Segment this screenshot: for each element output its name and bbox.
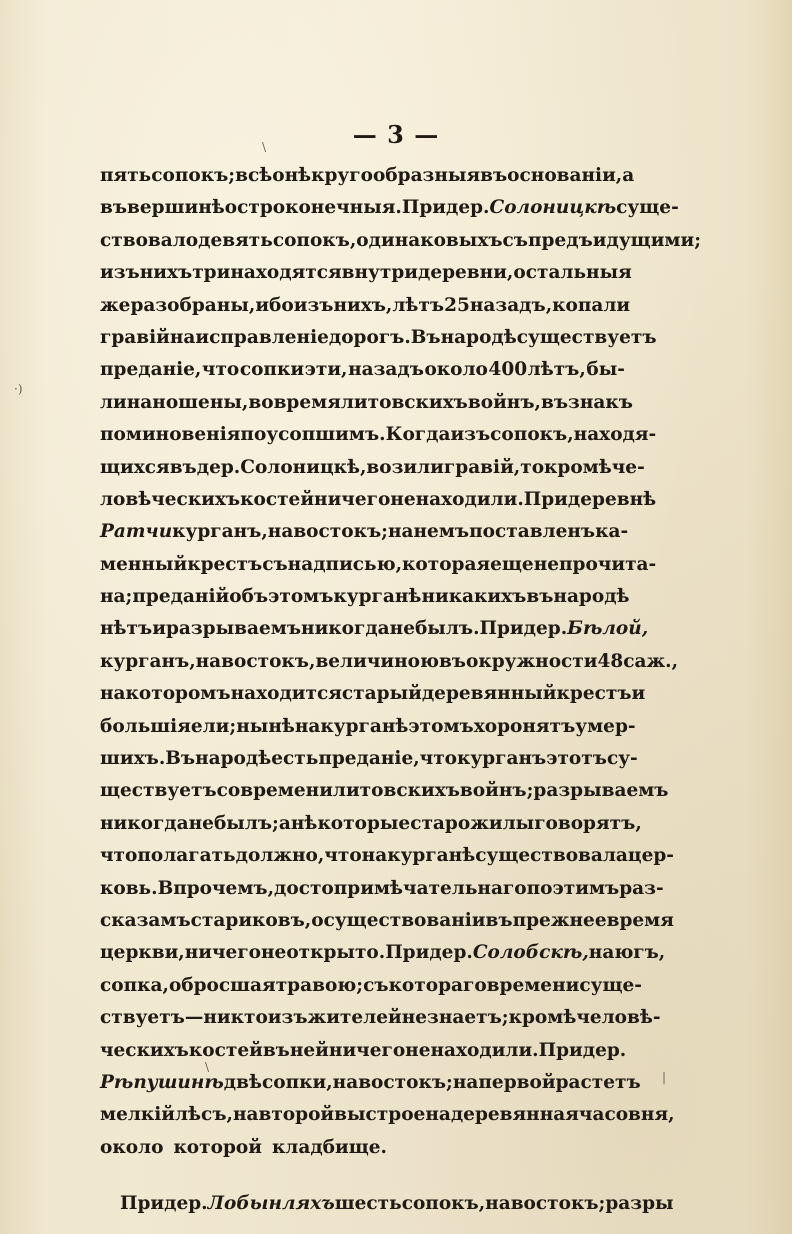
word: по [526, 877, 553, 899]
word: этимъ [552, 877, 620, 899]
word: крестъ [556, 683, 632, 705]
word: на [100, 683, 126, 705]
word: немъ [413, 521, 470, 543]
word: на [332, 1071, 359, 1093]
word: на [452, 1071, 479, 1093]
text-line [100, 387, 633, 419]
word: времени [486, 974, 580, 996]
word: полагать [137, 845, 236, 867]
word: преданіе, [100, 359, 202, 381]
word: предъидущими; [528, 229, 702, 251]
word: разры [605, 1193, 674, 1215]
word: въ [485, 909, 513, 931]
word: ческихъ [100, 1039, 189, 1061]
text-line [100, 1035, 625, 1067]
word: онѣ [272, 165, 312, 186]
word: разрываемъ [533, 780, 669, 802]
word: исправленіе [195, 326, 329, 348]
word: поставленъ [469, 521, 596, 543]
word: остроконечныя. [224, 197, 402, 219]
word: наношены, [126, 391, 249, 413]
text-line [100, 808, 642, 840]
text-line [100, 970, 642, 1002]
word: нихъ, [333, 294, 393, 316]
text-line [100, 1067, 641, 1099]
text-line [100, 225, 702, 257]
word: востокъ; [293, 521, 388, 543]
word: три [192, 262, 231, 284]
word: шихъ. [100, 748, 166, 770]
word: возили [366, 456, 444, 478]
word: шесть [334, 1193, 402, 1215]
word: Бѣлой, [567, 618, 649, 640]
word: эти, [304, 359, 348, 381]
word: Лобынляхъ [207, 1193, 335, 1215]
word: менный [100, 553, 188, 575]
word: травою; [275, 974, 364, 996]
word: по [240, 424, 267, 446]
word: на [195, 650, 222, 672]
text-line [100, 581, 630, 613]
word: кругообразныя [311, 165, 481, 186]
word: не [261, 942, 287, 964]
word: что [100, 845, 138, 867]
word: народѣ [195, 748, 272, 770]
word: которая [402, 553, 491, 575]
word: существуетъ [516, 326, 657, 348]
word: то [520, 456, 545, 478]
word: сопка, [100, 974, 169, 996]
word: народѣ [440, 326, 517, 348]
word: не [390, 488, 416, 510]
word: сказамъ [100, 909, 191, 931]
word: еще [490, 553, 534, 575]
word: человѣ- [576, 1007, 661, 1029]
word: на [232, 1104, 259, 1126]
word: сопки [239, 359, 305, 381]
word: изъ [293, 294, 334, 316]
word: большія [100, 715, 191, 737]
word: При [538, 1039, 583, 1061]
word: копали [552, 294, 631, 316]
word: Когда [385, 424, 451, 446]
text-line [100, 1099, 675, 1131]
word: Солобскѣ, [472, 942, 589, 964]
text-line [100, 549, 657, 581]
word: войнъ; [459, 780, 534, 802]
word: церкви, [100, 942, 185, 964]
word: ничего [184, 942, 261, 964]
word: разобраны, [130, 294, 256, 316]
word: ствуетъ [100, 1007, 185, 1029]
word: дер. [196, 456, 241, 478]
word: деревнѣ [567, 488, 657, 510]
word: обросшая [168, 974, 276, 996]
word: курганѣ [387, 845, 476, 867]
word: этотъ [546, 748, 607, 770]
word: объ [229, 586, 269, 608]
word: въ [526, 586, 554, 608]
word: усопшимъ. [266, 424, 386, 446]
word: дер. [523, 618, 568, 640]
word: былъ. [414, 618, 480, 640]
word: не [405, 1039, 431, 1061]
word: второй [258, 1104, 335, 1126]
word: стариковъ, [190, 909, 312, 931]
word: не [389, 618, 415, 640]
word: При [479, 618, 524, 640]
word: находятся [230, 262, 342, 284]
word: часовня, [578, 1104, 675, 1126]
word: былъ; [213, 812, 279, 834]
word: кладбище. [271, 1136, 387, 1158]
word: раз- [619, 877, 664, 899]
word: этомъ [408, 715, 474, 737]
word: находя- [573, 424, 657, 446]
word: не [188, 812, 214, 834]
word: дер. [164, 1193, 208, 1215]
text-line [100, 257, 632, 289]
word: кромѣ [508, 1007, 577, 1029]
text-line [100, 419, 657, 451]
word: о [311, 909, 324, 931]
word: въ [480, 165, 508, 186]
word: что [324, 845, 362, 867]
text-line [100, 290, 631, 322]
word: надписью, [287, 553, 403, 575]
word: во [248, 391, 274, 413]
word: этомъ [268, 586, 334, 608]
word: дер. [582, 1039, 627, 1061]
word: При [120, 1193, 165, 1215]
word: одинаковыхъ [356, 229, 503, 251]
word: нихъ [139, 262, 193, 284]
word: При [523, 488, 568, 510]
word: котораго [388, 974, 487, 996]
word: прочита- [559, 553, 657, 575]
word: цер- [627, 845, 674, 867]
word: существованіи [323, 909, 486, 931]
text-line [100, 937, 666, 969]
word: гравій, [443, 456, 521, 478]
word: около [100, 1136, 164, 1158]
word: на [361, 845, 388, 867]
word: остальныя [513, 262, 632, 284]
word: что [419, 748, 457, 770]
word: никто [203, 1007, 268, 1029]
word: жителей [307, 1007, 402, 1029]
word: никогда [301, 618, 390, 640]
word: Въ [165, 748, 196, 770]
word: изъ [100, 262, 140, 284]
word: саж., [623, 650, 679, 672]
word: курганѣ [333, 586, 422, 608]
word: деревянный [421, 683, 557, 705]
word: разрываемъ [165, 618, 302, 640]
text-line [100, 192, 679, 224]
word: 48 [597, 650, 624, 672]
word: вершинѣ [127, 197, 225, 219]
word: а [278, 812, 291, 834]
word: открыто. [286, 942, 386, 964]
word: литовскихъ [340, 391, 468, 413]
word: въ [100, 197, 128, 219]
word: и [152, 618, 166, 640]
word: основаніи, [507, 165, 623, 186]
word: съ [502, 229, 529, 251]
word: которой [173, 1136, 262, 1158]
word: въ [540, 391, 569, 413]
word: нѣтъ [100, 618, 153, 640]
word: ничего [314, 488, 391, 510]
word: времени [240, 780, 333, 802]
word: Въ [410, 326, 441, 348]
word: народѣ [553, 586, 630, 608]
text-line [100, 354, 625, 386]
word: старый [341, 683, 422, 705]
word: дер. [446, 197, 490, 219]
word: назадъ, [469, 294, 553, 316]
word: лѣтъ [392, 294, 445, 316]
word: гравій [100, 326, 170, 348]
word: ка- [595, 521, 629, 543]
word: ли [100, 391, 127, 413]
word: всѣ [235, 165, 273, 186]
word: сопокъ; [151, 165, 236, 186]
word: должно, [235, 845, 325, 867]
word: выстроена [334, 1104, 451, 1126]
word: двѣ [223, 1071, 262, 1093]
word: ковь. [100, 877, 158, 899]
word: назадъ [348, 359, 424, 381]
word: въ [169, 456, 197, 478]
word: ели; [190, 715, 237, 737]
word: время [273, 391, 341, 413]
word: востокъ, [221, 650, 316, 672]
word: востокъ; [510, 1193, 606, 1215]
word: на [294, 715, 321, 737]
word: — [184, 1007, 204, 1029]
specks-mark: | [662, 1070, 667, 1084]
word: 400 [488, 359, 528, 381]
word: При [385, 942, 430, 964]
text-line [100, 516, 629, 548]
word: а [622, 165, 635, 186]
word: находили. [415, 488, 524, 510]
text-line [100, 1002, 661, 1034]
word: около [424, 359, 488, 381]
word: лѣтъ, [527, 359, 586, 381]
text-line [100, 160, 635, 192]
word: со [216, 780, 241, 802]
word: растетъ [555, 1071, 641, 1093]
word: востокъ; [358, 1071, 453, 1093]
word: изъ [450, 424, 491, 446]
word: нынѣ [236, 715, 295, 737]
word: старожилы [410, 812, 535, 834]
text-line [100, 678, 646, 710]
text-line [100, 613, 649, 645]
text-line [100, 1188, 674, 1220]
word: костей [240, 488, 315, 510]
word: внутри [341, 262, 418, 284]
word: достопримѣчательнаго [274, 877, 527, 899]
word: время [606, 909, 674, 931]
word: которомъ [125, 683, 231, 705]
word: сопокъ, [272, 229, 357, 251]
specks-mark: ·) [14, 382, 23, 396]
word: курганѣ [320, 715, 409, 737]
word: на [485, 1193, 511, 1215]
word: существовала [475, 845, 628, 867]
word: окружности [466, 650, 598, 672]
word: ществуетъ [100, 780, 217, 802]
word: на [267, 521, 294, 543]
word: ибо [255, 294, 294, 316]
text-line [100, 840, 674, 872]
word: При [401, 197, 446, 219]
word: сопокъ, [490, 424, 574, 446]
word: на [387, 521, 414, 543]
word: деревянная [450, 1104, 579, 1126]
word: Рѣпушинѣ [100, 1071, 224, 1093]
word: пять [100, 165, 152, 186]
text-line [100, 743, 638, 775]
word: прежнее [512, 909, 607, 931]
text-line [100, 775, 669, 807]
word: никакихъ [421, 586, 527, 608]
text-line [100, 322, 657, 354]
word: хоронятъ [473, 715, 576, 737]
text-line [100, 873, 664, 905]
word: съ [262, 553, 288, 575]
word: знаетъ; [427, 1007, 509, 1029]
text-line [100, 484, 657, 516]
word: курганъ, [172, 521, 268, 543]
specks-mark: \ [262, 140, 267, 154]
word: преданіе, [318, 748, 420, 770]
word: югъ, [614, 942, 666, 964]
word: сопки, [262, 1071, 333, 1093]
word: че- [611, 456, 645, 478]
word: лѣсъ, [175, 1104, 233, 1126]
word: поминовенія [100, 424, 241, 446]
word: съ [363, 974, 389, 996]
word: суще- [579, 974, 642, 996]
word: бы- [586, 359, 625, 381]
word: крестъ [187, 553, 263, 575]
word: ничего [328, 1039, 406, 1061]
word: что [201, 359, 240, 381]
word: находится [230, 683, 342, 705]
word: преданій [132, 586, 230, 608]
word: Солоницкѣ, [240, 456, 367, 478]
word: же [100, 294, 131, 316]
text-line [100, 452, 645, 484]
word: дер. [429, 942, 473, 964]
text-line [100, 646, 679, 678]
word: су- [606, 748, 638, 770]
word: суще- [616, 197, 679, 219]
text-line [100, 905, 674, 937]
word: костей [188, 1039, 263, 1061]
page-number: — 3 — [352, 120, 440, 149]
word: ловѣческихъ [100, 488, 241, 510]
word: на; [100, 586, 133, 608]
word: кромѣ [544, 456, 612, 478]
word: не [401, 1007, 428, 1029]
word: и [631, 683, 646, 705]
word: находили. [430, 1039, 539, 1061]
word: ней [289, 1039, 329, 1061]
word: войнъ, [467, 391, 541, 413]
word: дорогъ. [328, 326, 411, 348]
word: девять [198, 229, 273, 251]
word: изъ [267, 1007, 308, 1029]
word: никогда [100, 812, 189, 834]
word: первой [478, 1071, 556, 1093]
word: на [588, 942, 615, 964]
word: величиною [315, 650, 439, 672]
word: деревни, [418, 262, 514, 284]
word: умер- [575, 715, 636, 737]
body-text [100, 160, 702, 1221]
word: не [533, 553, 559, 575]
word: въ [262, 1039, 290, 1061]
word: Впрочемъ, [157, 877, 275, 899]
word: говорятъ, [534, 812, 642, 834]
word: Ратчи [100, 521, 173, 543]
word: курганъ [457, 748, 547, 770]
word: литовскихъ [332, 780, 460, 802]
text-line [100, 711, 636, 743]
word: есть [271, 748, 319, 770]
word: мелкій [100, 1104, 175, 1126]
word: на [169, 326, 196, 348]
word: щихся [100, 456, 170, 478]
word: 25 [444, 294, 470, 316]
word: сопокъ, [401, 1193, 486, 1215]
word: въ [438, 650, 466, 672]
word: нѣкоторые [290, 812, 411, 834]
word: курганъ, [100, 650, 196, 672]
word: знакъ [568, 391, 633, 413]
text-line [100, 1132, 625, 1164]
specks-mark: \ [205, 1060, 210, 1074]
word: ствовало [100, 229, 199, 251]
word: Солоницкѣ [489, 197, 617, 219]
